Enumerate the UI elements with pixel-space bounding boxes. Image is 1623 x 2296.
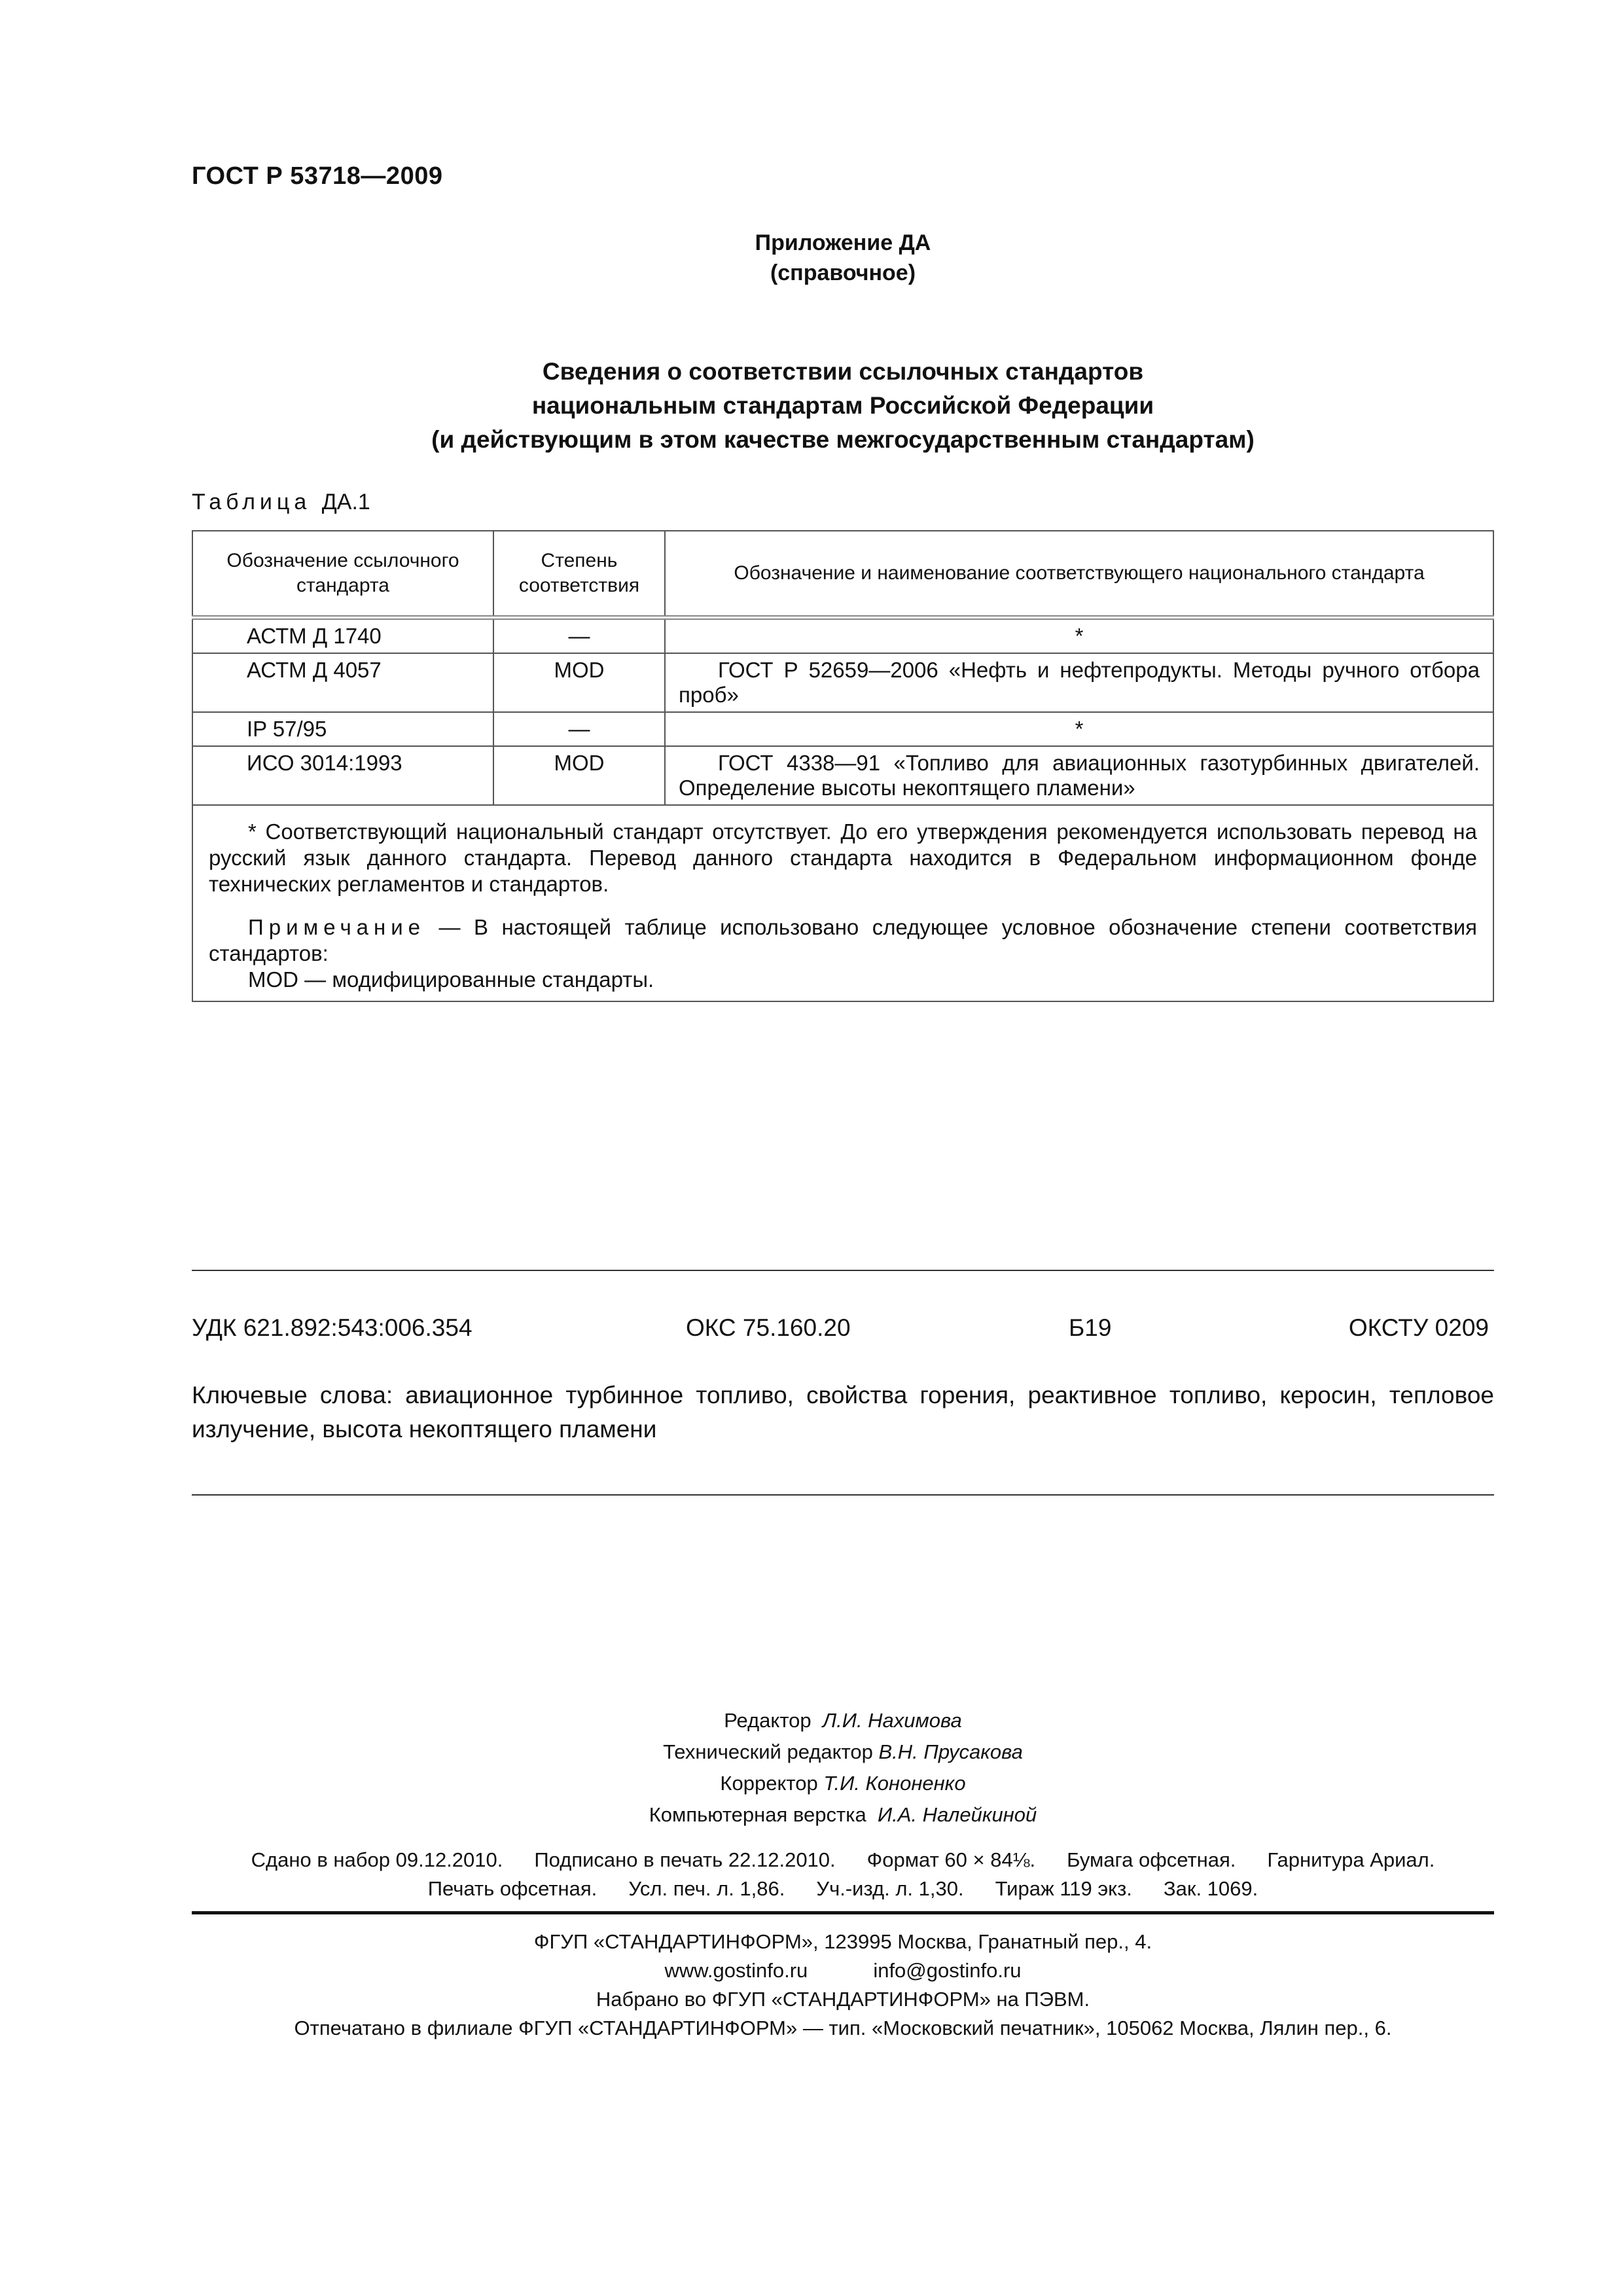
table-row bbox=[192, 746, 1493, 805]
section-title bbox=[192, 355, 1494, 457]
table-header-row bbox=[192, 531, 1493, 618]
credit-name: В.Н. Прусакова bbox=[878, 1740, 1023, 1763]
credit-role: Корректор bbox=[720, 1772, 818, 1795]
table-caption bbox=[192, 490, 370, 515]
divider-line bbox=[192, 1270, 1494, 1271]
credit-name: И.А. Налейкиной bbox=[877, 1803, 1037, 1826]
header-national-standard: Обозначение и наименование соответствующего национального стандарта bbox=[665, 531, 1493, 618]
note-label: Примечание bbox=[248, 915, 426, 939]
publisher-address: ФГУП «СТАНДАРТИНФОРМ», 123995 Москва, Гранатный пер., 4. bbox=[533, 1930, 1152, 1953]
credit-line bbox=[192, 1768, 1494, 1799]
table-caption-number: ДА.1 bbox=[321, 490, 370, 514]
cell-reference: ИСО 3014:1993 bbox=[192, 746, 493, 805]
table-row bbox=[192, 653, 1493, 712]
divider-line bbox=[192, 1494, 1494, 1496]
print-field: Усл. печ. л. 1,86. bbox=[628, 1877, 785, 1900]
cell-reference: АСТМ Д 1740 bbox=[192, 618, 493, 654]
table-footnote: * Соответствующий национальный стандарт отсутствует. До его утверждения рекомендуется использовать перевод на русский язык данного стандарта. Перевод данного стандарта находится в Федеральном информационном фонде технических регламентов и стандартов. bbox=[209, 819, 1477, 896]
print-field: Печать офсетная. bbox=[427, 1877, 597, 1900]
publisher-website: www.gostinfo.ru bbox=[664, 1959, 808, 1982]
credit-role: Редактор bbox=[724, 1709, 812, 1732]
credit-name: Л.И. Нахимова bbox=[822, 1709, 962, 1732]
print-info-line bbox=[192, 1846, 1494, 1874]
group-code: Б19 bbox=[1069, 1314, 1112, 1341]
section-title-line: Сведения о соответствии ссылочных стандартов bbox=[542, 358, 1144, 385]
print-field: Формат 60 × 84⅛. bbox=[866, 1848, 1036, 1871]
typeset-info: Набрано во ФГУП «СТАНДАРТИНФОРМ» на ПЭВМ. bbox=[596, 1988, 1090, 2011]
keywords: Ключевые слова: авиационное турбинное топливо, свойства горения, реактивное топливо, керосин, тепловое излучение, высота некоптящего пламени bbox=[192, 1382, 1494, 1443]
cell-national bbox=[665, 746, 1493, 805]
section-title-line: (и действующим в этом качестве межгосударственным стандартам) bbox=[431, 426, 1255, 453]
table-footnote-row bbox=[192, 805, 1493, 1001]
annex-title: Приложение ДА bbox=[755, 230, 931, 255]
print-field: Подписано в печать 22.12.2010. bbox=[534, 1848, 836, 1871]
cell-national-text: ГОСТ Р 52659—2006 «Нефть и нефтепродукты. Методы ручного отбора проб» bbox=[679, 658, 1480, 707]
print-field: Гарнитура Ариал. bbox=[1267, 1848, 1435, 1871]
table-caption-label: Таблица bbox=[192, 490, 312, 514]
document-code: ГОСТ Р 53718—2009 bbox=[192, 162, 443, 190]
print-info bbox=[192, 1846, 1494, 1903]
cell-degree: — bbox=[493, 618, 665, 654]
cell-reference: АСТМ Д 4057 bbox=[192, 653, 493, 712]
table-note bbox=[209, 914, 1477, 967]
print-field: Зак. 1069. bbox=[1163, 1877, 1258, 1900]
publisher-contacts bbox=[192, 1956, 1494, 1985]
table-footnote-cell bbox=[192, 805, 1493, 1001]
credit-name: Т.И. Кононенко bbox=[823, 1772, 966, 1795]
credit-line bbox=[192, 1799, 1494, 1831]
credit-line bbox=[192, 1736, 1494, 1768]
reference-standards-table bbox=[192, 530, 1494, 1002]
credit-line bbox=[192, 1705, 1494, 1736]
cell-national: * bbox=[665, 618, 1493, 654]
credit-role: Технический редактор bbox=[663, 1740, 873, 1763]
divider-line-thick bbox=[192, 1911, 1494, 1914]
cell-degree: MOD bbox=[493, 653, 665, 712]
print-field: Бумага офсетная. bbox=[1067, 1848, 1236, 1871]
cell-degree: — bbox=[493, 712, 665, 746]
section-title-line: национальным стандартам Российской Федерации bbox=[531, 392, 1154, 419]
printed-info: Отпечатано в филиале ФГУП «СТАНДАРТИНФОРМ» — тип. «Московский печатник», 105062 Москва, Лялин пер., 6. bbox=[294, 2017, 1392, 2039]
credit-role: Компьютерная верстка bbox=[649, 1803, 866, 1826]
credits bbox=[192, 1705, 1494, 1831]
print-field: Сдано в набор 09.12.2010. bbox=[251, 1848, 503, 1871]
print-field: Тираж 119 экз. bbox=[995, 1877, 1132, 1900]
oks-code: ОКС 75.160.20 bbox=[686, 1314, 851, 1341]
annex-subtitle: (справочное) bbox=[770, 260, 916, 285]
cell-national-text: ГОСТ 4338—91 «Топливо для авиационных газотурбинных двигателей. Определение высоты некоптящего пламени» bbox=[679, 751, 1480, 800]
cell-national: * bbox=[665, 712, 1493, 746]
note-mod-definition: MOD — модифицированные стандарты. bbox=[248, 967, 654, 992]
cell-national bbox=[665, 653, 1493, 712]
print-info-line bbox=[192, 1874, 1494, 1903]
print-field: Уч.-изд. л. 1,30. bbox=[816, 1877, 964, 1900]
note-text: — В настоящей таблице использовано следующее условное обозначение степени соответствия стандартов: bbox=[209, 915, 1477, 965]
table-row bbox=[192, 712, 1493, 746]
udk-code: УДК 621.892:543:006.354 bbox=[192, 1314, 473, 1341]
cell-degree: MOD bbox=[493, 746, 665, 805]
header-degree: Степень соответствия bbox=[493, 531, 665, 618]
okstu-code: ОКСТУ 0209 bbox=[1348, 1314, 1489, 1341]
publisher-email: info@gostinfo.ru bbox=[873, 1959, 1022, 1982]
cell-reference: IP 57/95 bbox=[192, 712, 493, 746]
header-reference-designation: Обозначение ссылочного стандарта bbox=[192, 531, 493, 618]
table-row bbox=[192, 618, 1493, 654]
publisher-info bbox=[192, 1928, 1494, 2043]
